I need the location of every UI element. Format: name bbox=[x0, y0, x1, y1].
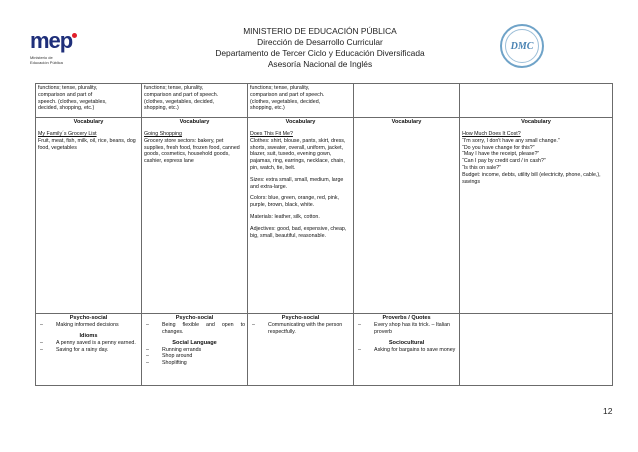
cell-line: comparison and part of speech. bbox=[250, 91, 325, 98]
table-row bbox=[36, 118, 613, 314]
bullet-list bbox=[38, 322, 139, 329]
bullet-list bbox=[38, 340, 139, 354]
cell-line: shopping, etc.) bbox=[144, 105, 179, 112]
vocab-line: “May I have the receipt, please?” bbox=[462, 151, 540, 158]
dmc-seal-text: DMC bbox=[505, 29, 539, 63]
vocab-line: “Do you have change for this?” bbox=[462, 144, 535, 151]
curriculum-table bbox=[35, 83, 613, 386]
dmc-seal-logo bbox=[500, 24, 544, 68]
vocab-sizes: Sizes: extra small, small, medium, large and extra-large. bbox=[250, 176, 344, 190]
social-language-heading: Social Language bbox=[172, 339, 217, 346]
vocab-colors: Colors: blue, green, orange, red, pink, purple, brown, black, white. bbox=[250, 195, 339, 209]
cell-line: (clothes, vegetables, decided, bbox=[250, 98, 321, 105]
table-cell bbox=[460, 84, 613, 118]
list-item: – Shoplifting bbox=[144, 360, 245, 367]
cell-line: comparison and part of bbox=[38, 91, 93, 98]
vocab-title: Going Shopping bbox=[144, 131, 183, 137]
list-item: – Making informed decisions bbox=[38, 322, 139, 329]
cell-line: functions; tense, plurality, bbox=[250, 85, 310, 91]
list-item: – Running errands bbox=[144, 347, 245, 354]
vocab-title: How Much Does It Cost? bbox=[462, 131, 521, 137]
list-item: – Asking for bargains to save money bbox=[356, 347, 457, 354]
table-cell bbox=[36, 118, 142, 314]
table-row bbox=[36, 84, 613, 118]
mep-logo-subtitle: Ministerio de Educación Pública bbox=[30, 55, 63, 65]
vocab-body: Clothes: shirt, blouse, pants, skirt, dress, shorts, sweater, overall, uniform, jacket, blazer, suit, tuxedo, evening gown, pajamas, ring, earrings, necklace, chain, pin, watch, tie, belt. bbox=[250, 137, 346, 171]
list-item: – Saving for a rainy day. bbox=[38, 347, 139, 354]
psycho-social-heading: Psycho-social bbox=[281, 315, 320, 321]
sociocultural-heading: Sociocultural bbox=[388, 339, 425, 346]
table-cell bbox=[248, 84, 354, 118]
list-item: – Every shop has its trick. – Italian proverb bbox=[356, 322, 457, 336]
cell-line: speech. (clothes, vegetables, bbox=[38, 98, 107, 105]
vocabulary-heading: Vocabulary bbox=[179, 119, 210, 125]
bullet-list bbox=[144, 322, 245, 336]
table-cell bbox=[354, 118, 460, 314]
vocab-line: “Is this on sale?” bbox=[462, 164, 501, 171]
table-cell bbox=[460, 314, 613, 386]
table-cell bbox=[248, 118, 354, 314]
header-line-direction: Dirección de Desarrollo Curricular bbox=[257, 37, 383, 47]
mep-logo bbox=[30, 28, 82, 68]
vocabulary-heading: Vocabulary bbox=[285, 119, 316, 125]
vocabulary-heading: Vocabulary bbox=[73, 119, 104, 125]
table-cell bbox=[36, 84, 142, 118]
mep-logo-mark: mep bbox=[30, 28, 73, 53]
table-cell bbox=[248, 314, 354, 386]
cell-line: comparison and part of speech. bbox=[144, 91, 219, 98]
page-number: 12 bbox=[603, 406, 613, 416]
page-header bbox=[150, 26, 490, 70]
bullet-list bbox=[144, 347, 245, 367]
table-cell bbox=[36, 314, 142, 386]
vocab-title: Does This Fit Me? bbox=[250, 131, 293, 137]
cell-line: functions; tense, plurality, bbox=[144, 85, 204, 91]
vocab-line: “Can I pay by credit card / in cash?” bbox=[462, 158, 546, 165]
table-cell bbox=[142, 118, 248, 314]
cell-line: functions; tense, plurality, bbox=[38, 85, 98, 91]
vocab-adjectives: Adjectives: good, bad, expensive, cheap, big, small, beautiful, reasonable. bbox=[250, 225, 347, 239]
cell-line: decided, shopping, etc.) bbox=[38, 105, 95, 112]
psycho-social-heading: Psycho-social bbox=[175, 315, 214, 321]
vocab-line: Budget: income, debts, utility bill (electricity, phone, cable,), savings bbox=[462, 171, 601, 185]
vocab-title: My Family´s Grocery List bbox=[38, 131, 97, 137]
idioms-heading: Idioms bbox=[79, 332, 98, 339]
bullet-list bbox=[250, 322, 351, 336]
cell-line: shopping, etc.) bbox=[250, 105, 285, 112]
vocab-materials: Materials: leather, silk, cotton. bbox=[250, 213, 320, 220]
vocabulary-heading: Vocabulary bbox=[391, 119, 422, 125]
list-item: – Being flexible and open to changes. bbox=[144, 322, 245, 336]
list-item: – Shop around bbox=[144, 353, 245, 360]
vocab-body: Fruit, meat, fish, milk, oil, rice, beans, dog food, vegetables bbox=[38, 137, 136, 151]
table-cell bbox=[142, 314, 248, 386]
mep-logo-dot bbox=[72, 33, 77, 38]
vocabulary-heading: Vocabulary bbox=[521, 119, 551, 125]
list-item: – Communicating with the person respectfully. bbox=[250, 322, 351, 336]
list-item: – A penny saved is a penny earned. bbox=[38, 340, 139, 347]
header-line-advisory: Asesoría Nacional de Inglés bbox=[267, 59, 373, 69]
table-row bbox=[36, 314, 613, 386]
table-cell bbox=[460, 118, 613, 314]
header-line-ministry: MINISTERIO DE EDUCACIÓN PÚBLICA bbox=[243, 26, 397, 36]
bullet-list bbox=[356, 322, 457, 336]
vocab-line: “I'm sorry, I don't have any small change.” bbox=[462, 137, 560, 144]
header-line-department: Departamento de Tercer Ciclo y Educación Diversificada bbox=[215, 48, 425, 58]
table-cell bbox=[354, 84, 460, 118]
table-cell bbox=[354, 314, 460, 386]
bullet-list bbox=[356, 347, 457, 354]
table-cell bbox=[142, 84, 248, 118]
cell-line: (clothes, vegetables, decided, bbox=[144, 98, 215, 105]
psycho-social-heading: Psycho-social bbox=[69, 315, 108, 321]
proverbs-heading: Proverbs / Quotes bbox=[382, 315, 431, 321]
vocab-body: Grocery store sectors: bakery, pet supplies, fresh food, frozen food, canned goods, cosmetics, household goods, cashier, express lane bbox=[144, 137, 240, 165]
